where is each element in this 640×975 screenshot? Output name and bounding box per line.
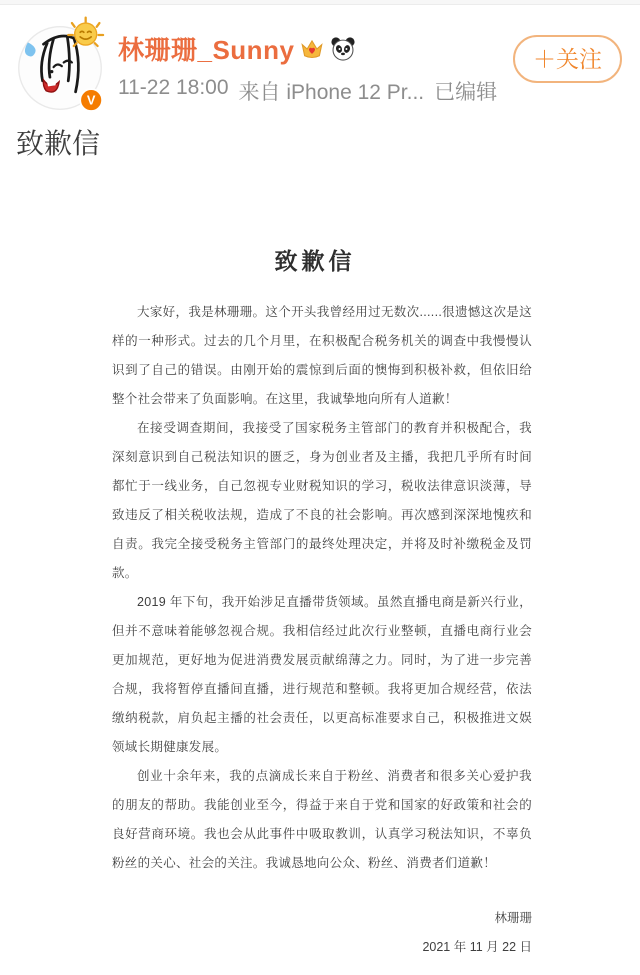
timestamp: 11-22 18:00 (118, 76, 229, 99)
post-header (0, 5, 640, 112)
follow-button[interactable]: ＋关注 (513, 35, 622, 83)
letter-paragraph: 2019 年下旬，我开始涉足直播带货领域。虽然直播电商是新兴行业，但并不意味着能够忽视合规。我相信经过此次行业整顿，直播电商行业会更加规范，更好地为促进消费发展贡献绵薄之力。同时，为了进一步完善合规，我将暂停直播间直播，进行规范和整顿。我将更加合规经营，依法缴纳税款，肩负起主播的社会责任，以更高标准要求自己，积极推进文娱领域长期健康发展。 (112, 595, 532, 755)
user-info (118, 24, 513, 106)
post-meta (118, 76, 513, 106)
avatar-cartoon-face (16, 24, 104, 112)
apology-letter-image[interactable] (0, 245, 640, 962)
post-source: 来自 iPhone 12 Pr... (238, 81, 425, 104)
letter-paragraph: 在接受调查期间，我接受了国家税务主管部门的教育并积极配合，我深刻意识到自己税法知识的匮乏，身为创业者及主播，我把几乎所有时间都忙于一线业务，自己忽视专业财税知识的学习，税收法律意识淡薄，导致违反了相关税收法规，造成了不良的社会影响。再次感到深深地愧疚和自责。我完全接受税务主管部门的最终处理决定，并将及时补缴税金及罚款。 (112, 421, 532, 581)
letter-title: 致歉信 (274, 248, 356, 275)
letter-signature: 林珊珊 (494, 911, 532, 926)
post-text: 致歉信 (16, 128, 101, 159)
letter-paragraph: 创业十余年来，我的点滴成长来自于粉丝、消费者和很多关心爱护我的朋友的帮助。我能创业至今，得益于来自于党和国家的好政策和社会的良好营商环境。我也会从此事件中吸取教训，认真学习税法知识，不辜负粉丝的关心、社会的关注。我诚恳地向公众、粉丝、消费者们道歉！ (112, 769, 532, 871)
crown-badge-icon (299, 36, 325, 62)
username[interactable]: 林珊珊_Sunny (118, 35, 295, 65)
avatar[interactable] (16, 24, 104, 112)
edited-label: 已编辑 (434, 81, 498, 104)
panda-icon (330, 36, 356, 62)
verified-v-badge-icon (80, 89, 102, 111)
letter-date: 2021 年 11 月 22 日 (422, 940, 532, 955)
mole-dot (50, 70, 53, 73)
letter-paragraph: 大家好，我是林珊珊。这个开头我曾经用过无数次......很遗憾这次是这样的一种形式。过去的几个月里，在积极配合税务机关的调查中我慢慢认识到了自己的错误。由刚开始的震惊到后面的懊悔到积极补救，但依旧给整个社会带来了负面影响。在这里，我诚挚地向所有人道歉！ (112, 305, 532, 407)
svg-text:V: V (86, 92, 96, 108)
